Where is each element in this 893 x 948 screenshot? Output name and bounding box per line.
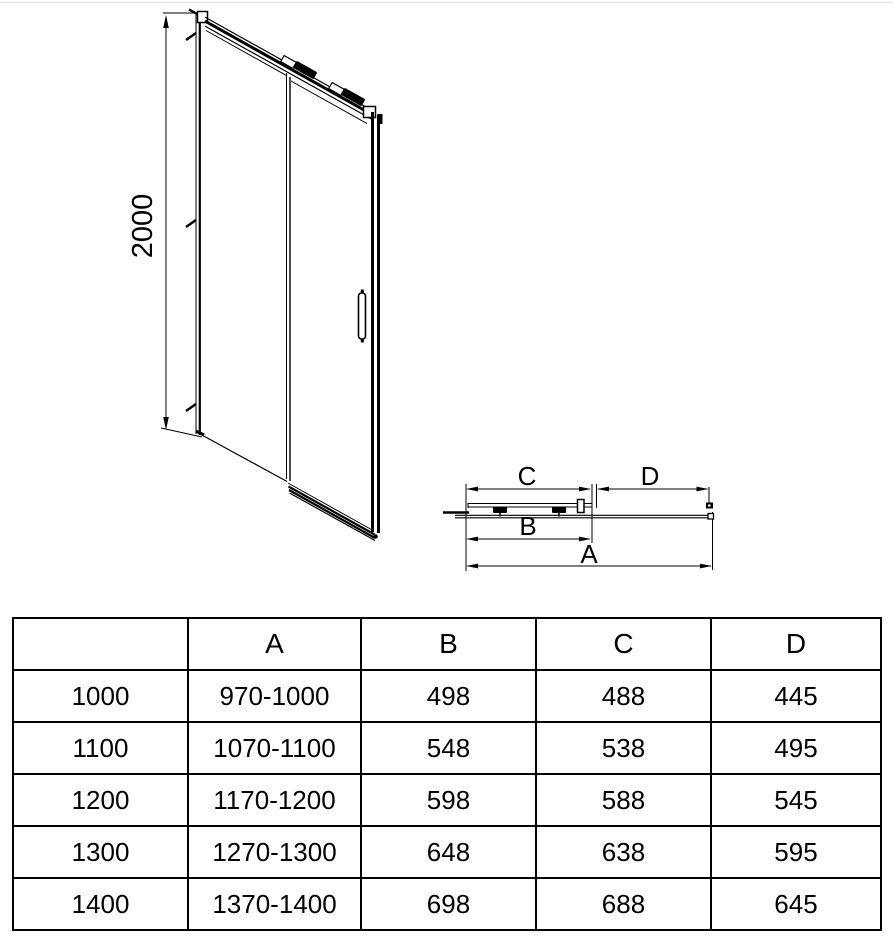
- height-dim-label: 2000: [127, 193, 159, 259]
- glass-panel-divider: [287, 73, 291, 481]
- table-row: [13, 670, 881, 722]
- size-table: [12, 617, 882, 931]
- col-header-b: B: [361, 618, 536, 670]
- col-header-d: D: [711, 618, 881, 670]
- arrow-left-icon: [466, 537, 478, 542]
- height-dimension: [161, 13, 204, 437]
- c-cell: 538: [536, 722, 711, 774]
- wall-bracket-3: [186, 404, 196, 411]
- wall-bracket-2: [186, 220, 196, 227]
- plan-glass-end-cap: [708, 514, 714, 520]
- b-cell: 498: [361, 670, 536, 722]
- front-view: [161, 10, 383, 541]
- plan-roller-1: [493, 507, 507, 514]
- col-header-a: A: [188, 618, 361, 670]
- fixed-glass-bottom-edge: [201, 435, 287, 482]
- c-cell: 638: [536, 826, 711, 878]
- d-cell: 445: [711, 670, 881, 722]
- table-row: [13, 722, 881, 774]
- dim-label-d: D: [640, 461, 660, 491]
- a-cell: 1070-1100: [188, 722, 361, 774]
- table-row: [13, 878, 881, 930]
- arrow-up-icon: [163, 15, 169, 28]
- plan-handle: [578, 500, 585, 513]
- size-cell: 1100: [13, 722, 188, 774]
- arrow-right-icon: [579, 487, 591, 492]
- col-header-c: C: [536, 618, 711, 670]
- arrow-left-icon: [466, 564, 478, 569]
- d-cell: 645: [711, 878, 881, 930]
- plan-view: [443, 484, 714, 571]
- arrow-left-icon: [466, 487, 478, 492]
- c-cell: 488: [536, 670, 711, 722]
- door-handle: [359, 290, 366, 343]
- arrow-down-icon: [163, 417, 169, 430]
- table-header-row: [13, 618, 881, 670]
- plan-roller-2: [552, 507, 566, 514]
- a-cell: 1370-1400: [188, 878, 361, 930]
- b-cell: 598: [361, 774, 536, 826]
- c-cell: 588: [536, 774, 711, 826]
- dim-label-a: A: [580, 539, 598, 569]
- d-cell: 545: [711, 774, 881, 826]
- d-cell: 495: [711, 722, 881, 774]
- fixed-glass-top-edge: [206, 31, 287, 76]
- table-row: [13, 774, 881, 826]
- size-cell: 1000: [13, 670, 188, 722]
- table-row: [13, 826, 881, 878]
- wall-bracket-1: [186, 33, 196, 40]
- size-cell: 1400: [13, 878, 188, 930]
- d-cell: 595: [711, 826, 881, 878]
- b-cell: 548: [361, 722, 536, 774]
- bottom-corner-piece: [196, 431, 204, 435]
- a-cell: 1170-1200: [188, 774, 361, 826]
- size-cell: 1200: [13, 774, 188, 826]
- door-stile: [373, 112, 379, 533]
- top-rail: [189, 10, 383, 125]
- b-cell: 698: [361, 878, 536, 930]
- a-cell: 970-1000: [188, 670, 361, 722]
- arrow-left-icon: [597, 487, 609, 492]
- dim-label-b: B: [519, 511, 537, 541]
- arrow-right-icon: [697, 487, 709, 492]
- dim-label-c: C: [517, 461, 537, 491]
- arrow-right-icon: [700, 564, 712, 569]
- b-cell: 648: [361, 826, 536, 878]
- a-cell: 1270-1300: [188, 826, 361, 878]
- wall-profile: [186, 13, 200, 435]
- rail-foot: [373, 534, 377, 538]
- col-header-size: [13, 618, 188, 670]
- size-cell: 1300: [13, 826, 188, 878]
- c-cell: 688: [536, 878, 711, 930]
